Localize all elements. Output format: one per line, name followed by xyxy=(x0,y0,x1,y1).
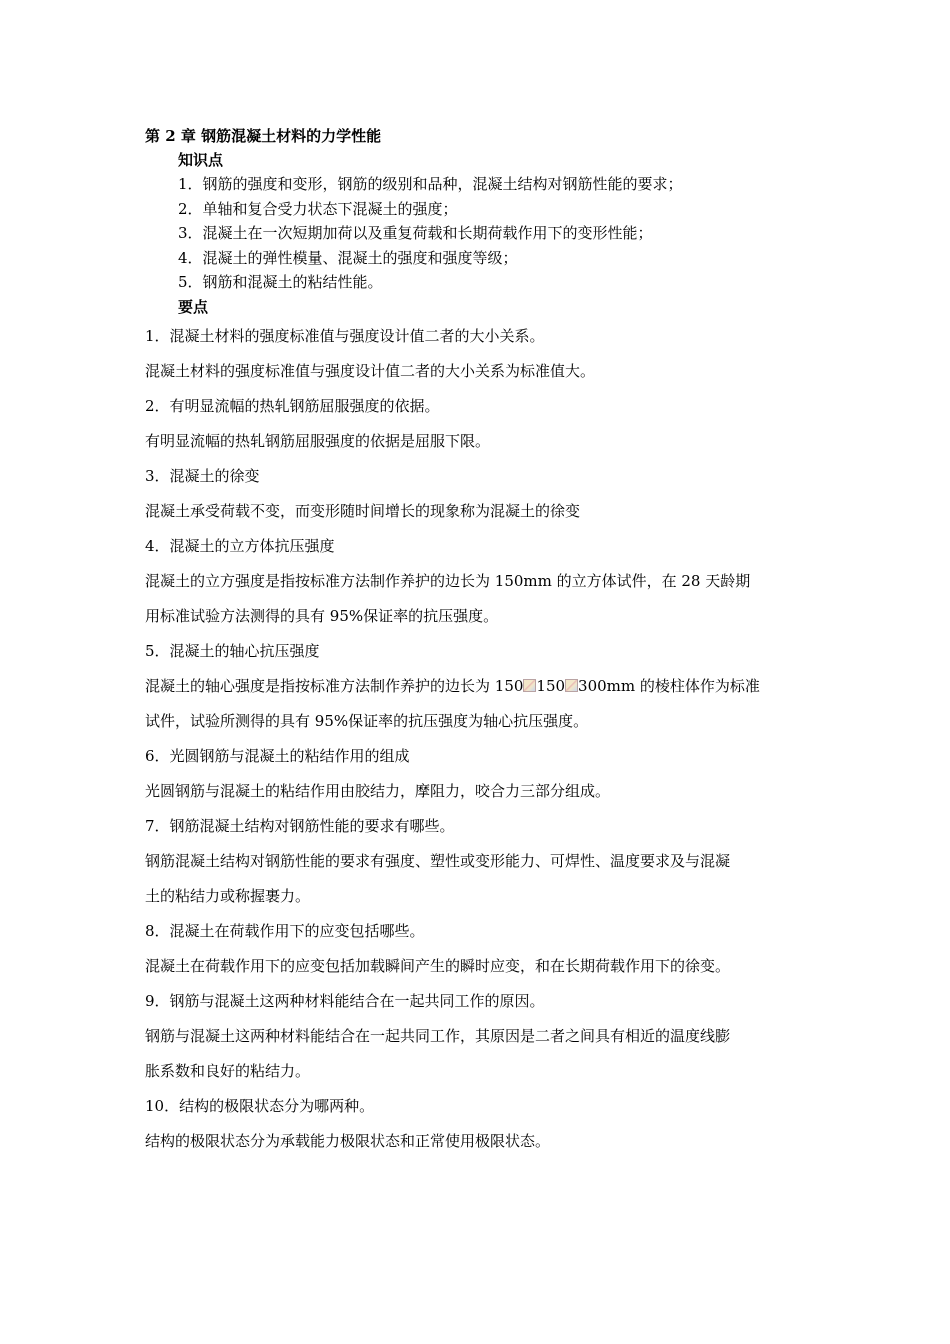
knowledge-item: 3．混凝土在一次短期加荷以及重复荷载和长期荷载作用下的变形性能； xyxy=(178,224,653,242)
answer-5-part-2: 150 xyxy=(536,676,566,695)
answer-9-line-1: 钢筋与混凝土这两种材料能结合在一起共同工作，其原因是二者之间具有相近的温度线膨 xyxy=(145,1026,731,1045)
answer-6: 光圆钢筋与混凝土的粘结作用由胶结力，摩阻力，咬合力三部分组成。 xyxy=(145,781,611,800)
answer-1: 混凝土材料的强度标准值与强度设计值二者的大小关系为标准值大。 xyxy=(145,361,596,380)
answer-5-line-2: 试件，试验所测得的具有 95%保证率的抗压强度为轴心抗压强度。 xyxy=(145,711,589,730)
knowledge-item: 2．单轴和复合受力状态下混凝土的强度； xyxy=(178,199,458,218)
question-2: 2．有明显流幅的热轧钢筋屈服强度的依据。 xyxy=(145,396,440,415)
answer-5-part-1: 混凝土的轴心强度是指按标准方法制作养护的边长为 150 xyxy=(145,676,524,695)
answer-8: 混凝土在荷载作用下的应变包括加载瞬间产生的瞬时应变，和在长期荷载作用下的徐变。 xyxy=(145,956,731,975)
answer-3: 混凝土承受荷载不变，而变形随时间增长的现象称为混凝土的徐变 xyxy=(145,501,581,520)
question-4: 4．混凝土的立方体抗压强度 xyxy=(145,536,335,555)
question-7: 7．钢筋混凝土结构对钢筋性能的要求有哪些。 xyxy=(145,816,455,835)
knowledge-item: 5．钢筋和混凝土的粘结性能。 xyxy=(178,273,383,291)
answer-4-line-2: 用标准试验方法测得的具有 95%保证率的抗压强度。 xyxy=(145,606,499,625)
answer-10: 结构的极限状态分为承载能力极限状态和正常使用极限状态。 xyxy=(145,1131,551,1150)
missing-glyph-icon xyxy=(523,679,536,692)
question-3: 3．混凝土的徐变 xyxy=(145,466,260,485)
answer-9-line-2: 胀系数和良好的粘结力。 xyxy=(145,1061,311,1080)
knowledge-item: 1．钢筋的强度和变形，钢筋的级别和品种，混凝土结构对钢筋性能的要求； xyxy=(178,175,683,193)
question-6: 6．光圆钢筋与混凝土的粘结作用的组成 xyxy=(145,746,410,765)
answer-4-line-1: 混凝土的立方强度是指按标准方法制作养护的边长为 150mm 的立方体试件，在 28 天龄期 xyxy=(145,571,751,590)
chapter-title: 第 2 章 钢筋混凝土材料的力学性能 xyxy=(145,127,382,145)
question-10: 10．结构的极限状态分为哪两种。 xyxy=(145,1096,375,1115)
answer-5-line-1 xyxy=(145,669,815,704)
knowledge-heading: 知识点 xyxy=(178,151,224,169)
knowledge-item: 4．混凝土的弹性模量、混凝土的强度和强度等级； xyxy=(178,248,518,267)
document-body xyxy=(145,124,815,1161)
answer-7-line-1: 钢筋混凝土结构对钢筋性能的要求有强度、塑性或变形能力、可焊性、温度要求及与混凝 xyxy=(145,851,731,870)
question-9: 9．钢筋与混凝土这两种材料能结合在一起共同工作的原因。 xyxy=(145,991,545,1010)
missing-glyph-icon xyxy=(565,679,578,692)
keypoints-heading: 要点 xyxy=(178,297,209,316)
question-8: 8．混凝土在荷载作用下的应变包括哪些。 xyxy=(145,921,425,940)
answer-5-part-3: 300mm 的棱柱体作为标准 xyxy=(578,676,760,695)
answer-7-line-2: 土的粘结力或称握裹力。 xyxy=(145,886,311,905)
question-5: 5．混凝土的轴心抗压强度 xyxy=(145,641,320,660)
answer-2: 有明显流幅的热轧钢筋屈服强度的依据是屈服下限。 xyxy=(145,431,491,450)
question-1: 1．混凝土材料的强度标准值与强度设计值二者的大小关系。 xyxy=(145,326,545,345)
